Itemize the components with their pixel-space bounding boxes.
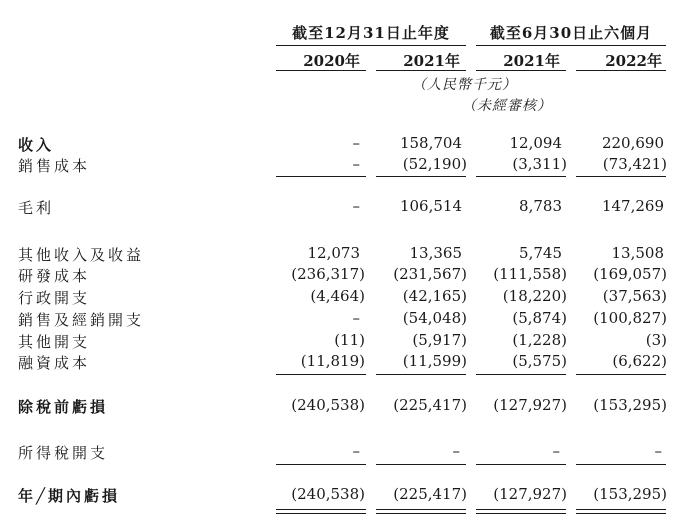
subtotal-rule xyxy=(476,464,566,465)
rule-year-1 xyxy=(276,70,366,71)
cell: (4,464) xyxy=(310,287,365,305)
cell: (42,165) xyxy=(402,287,467,305)
cell: (3) xyxy=(645,331,667,349)
cell: 13,365 xyxy=(409,244,462,262)
year-2021-fy: 2021年 xyxy=(403,52,460,70)
row-label-loss-before-tax: 除稅前虧損 xyxy=(18,398,109,416)
subtotal-rule xyxy=(376,176,466,177)
cell: (54,048) xyxy=(402,309,467,327)
cell: (37,563) xyxy=(602,287,667,305)
cell: 8,783 xyxy=(519,197,562,215)
cell: (240,538) xyxy=(291,396,365,414)
cell: – xyxy=(352,442,360,460)
subtotal-rule xyxy=(476,374,566,375)
row-label-finance-costs: 融資成本 xyxy=(18,354,91,372)
row-label-selling-expenses: 銷售及經銷開支 xyxy=(18,311,145,329)
subtotal-rule xyxy=(276,374,366,375)
total-rule-top xyxy=(376,509,466,510)
cell: – xyxy=(352,197,360,215)
subtotal-rule xyxy=(376,374,466,375)
cell: (225,417) xyxy=(393,485,467,503)
year-2022: 2022年 xyxy=(605,52,662,70)
cell: (52,190) xyxy=(402,155,467,173)
cell: 158,704 xyxy=(399,134,462,152)
row-label-other-income: 其他收入及收益 xyxy=(18,246,145,264)
cell: (18,220) xyxy=(502,287,567,305)
cell: (153,295) xyxy=(593,396,667,414)
row-label-revenue: 收入 xyxy=(18,136,55,154)
total-rule-bottom xyxy=(476,513,566,514)
total-rule-bottom xyxy=(376,513,466,514)
cell: (169,057) xyxy=(593,265,667,283)
row-label-other-expenses: 其他開支 xyxy=(18,333,91,351)
cell: – xyxy=(352,309,360,327)
cell: 12,073 xyxy=(307,244,360,262)
unaudited-note: （未經審核） xyxy=(462,98,552,114)
cell: – xyxy=(352,134,360,152)
cell: (127,927) xyxy=(493,485,567,503)
subtotal-rule xyxy=(276,464,366,465)
cell: 106,514 xyxy=(399,197,462,215)
subtotal-rule xyxy=(476,176,566,177)
rule-year-2 xyxy=(376,70,466,71)
total-rule-bottom xyxy=(576,513,666,514)
cell: (5,874) xyxy=(512,309,567,327)
rule-year-4 xyxy=(576,70,666,71)
row-label-income-tax: 所得稅開支 xyxy=(18,444,109,462)
total-rule-top xyxy=(276,509,366,510)
row-label-cost-of-sales: 銷售成本 xyxy=(18,157,91,175)
cell: (240,538) xyxy=(291,485,365,503)
cell: 147,269 xyxy=(601,197,664,215)
cell: (236,317) xyxy=(291,265,365,283)
cell: – xyxy=(552,442,560,460)
subtotal-rule xyxy=(576,464,666,465)
cell: (111,558) xyxy=(493,265,567,283)
subtotal-rule xyxy=(276,176,366,177)
cell: (127,927) xyxy=(493,396,567,414)
total-rule-top xyxy=(576,509,666,510)
year-2021-6m: 2021年 xyxy=(503,52,560,70)
total-rule-top xyxy=(476,509,566,510)
subtotal-rule xyxy=(576,176,666,177)
subtotal-rule xyxy=(376,464,466,465)
cell: (6,622) xyxy=(612,352,667,370)
rule-header-6m xyxy=(476,45,666,46)
cell: (153,295) xyxy=(593,485,667,503)
cell: (231,567) xyxy=(393,265,467,283)
unit-note: （人民幣千元） xyxy=(412,77,517,93)
cell: (3,311) xyxy=(512,155,567,173)
header-six-months: 截至6月30日止六個月 xyxy=(489,24,653,42)
total-rule-bottom xyxy=(276,513,366,514)
rule-year-3 xyxy=(476,70,566,71)
cell: 5,745 xyxy=(519,244,562,262)
cell: (73,421) xyxy=(602,155,667,173)
cell: (11,819) xyxy=(300,352,365,370)
cell: (11) xyxy=(334,331,365,349)
rule-header-fy xyxy=(276,45,466,46)
row-label-admin-expenses: 行政開支 xyxy=(18,289,91,307)
cell: (5,917) xyxy=(412,331,467,349)
row-label-gross-profit: 毛利 xyxy=(18,199,55,217)
cell: 13,508 xyxy=(611,244,664,262)
year-2020: 2020年 xyxy=(303,52,360,70)
header-fiscal-year: 截至12月31日止年度 xyxy=(292,24,450,42)
cell: – xyxy=(654,442,662,460)
cell: – xyxy=(452,442,460,460)
cell: (11,599) xyxy=(402,352,467,370)
cell: (100,827) xyxy=(593,309,667,327)
cell: – xyxy=(352,155,360,173)
subtotal-rule xyxy=(576,374,666,375)
cell: 220,690 xyxy=(601,134,664,152)
cell: (1,228) xyxy=(512,331,567,349)
row-label-loss-for-period: 年╱期內虧損 xyxy=(18,487,121,505)
cell: (225,417) xyxy=(393,396,467,414)
cell: 12,094 xyxy=(509,134,562,152)
row-label-rd-costs: 研發成本 xyxy=(18,267,91,285)
cell: (5,575) xyxy=(512,352,567,370)
